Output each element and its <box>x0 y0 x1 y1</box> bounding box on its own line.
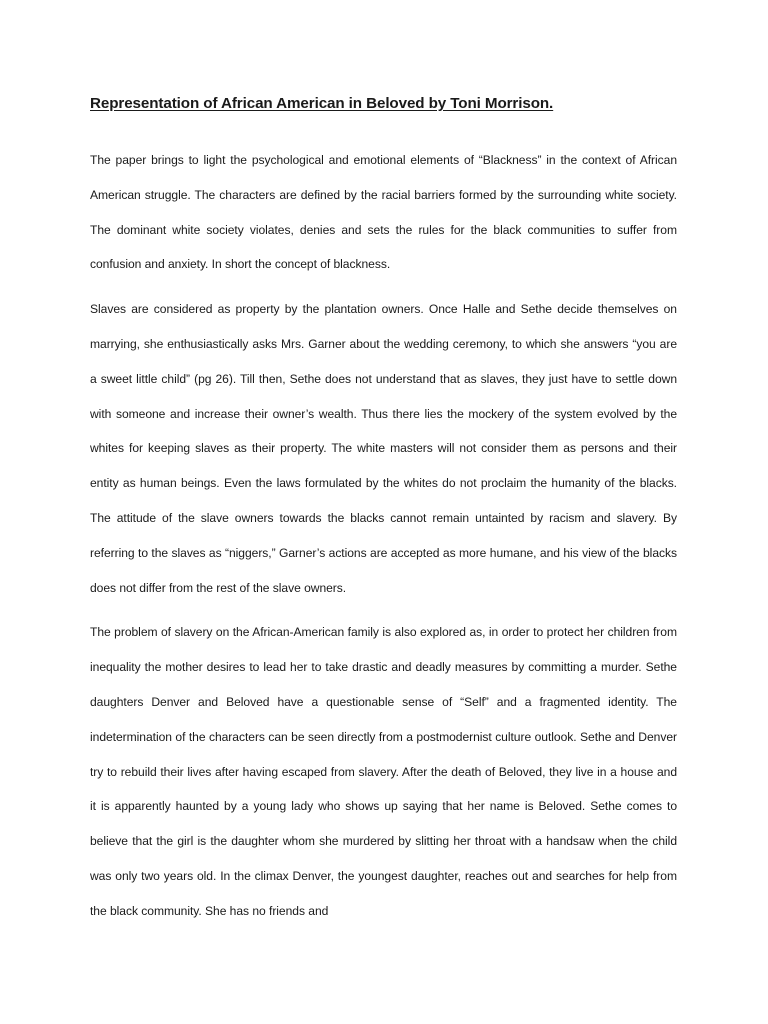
paragraph-blackness: The paper brings to light the psychological and emotional elements of “Blackness” in the context of African American struggle. The characters are defined by the racial barriers formed by the surrounding white society. The dominant white society violates, denies and sets the rules for the black communities to suffer from confusion and anxiety. In short the concept of blackness. <box>90 153 677 272</box>
paragraph-slavery-family: The problem of slavery on the African-American family is also explored as, in order to protect her children from inequality the mother desires to lead her to take drastic and deadly measures by committing a murder. Sethe daughters Denver and Beloved have a questionable sense of “Self” and a fragmented identity. The indetermination of the characters can be seen directly from a postmodernist culture outlook. Sethe and Denver try to rebuild their lives after having escaped from slavery. After the death of Beloved, they live in a house and it is apparently haunted by a young lady who shows up saying that her name is Beloved. Sethe comes to believe that the girl is the daughter whom she murdered by slitting her throat with a handsaw when the child was only two years old. In the climax Denver, the youngest daughter, reaches out and searches for help from the black community. She has no friends and <box>90 625 677 918</box>
document-body <box>90 94 677 929</box>
document-title: Representation of African American in Beloved by Toni Morrison. <box>90 95 554 112</box>
paragraph-slaves-property: Slaves are considered as property by the plantation owners. Once Halle and Sethe decide themselves on marrying, she enthusiastically asks Mrs. Garner about the wedding ceremony, to which she answers “you are a sweet little child” (pg 26). Till then, Sethe does not understand that as slaves, they just have to settle down with someone and increase their owner’s wealth. Thus there lies the mockery of the system evolved by the whites for keeping slaves as their property. The white masters will not consider them as persons and their entity as human beings. Even the laws formulated by the whites do not proclaim the humanity of the blacks. The attitude of the slave owners towards the blacks cannot remain untainted by racism and slavery. By referring to the slaves as “niggers,” Garner’s actions are accepted as more humane, and his view of the blacks does not differ from the rest of the slave owners. <box>90 302 677 595</box>
